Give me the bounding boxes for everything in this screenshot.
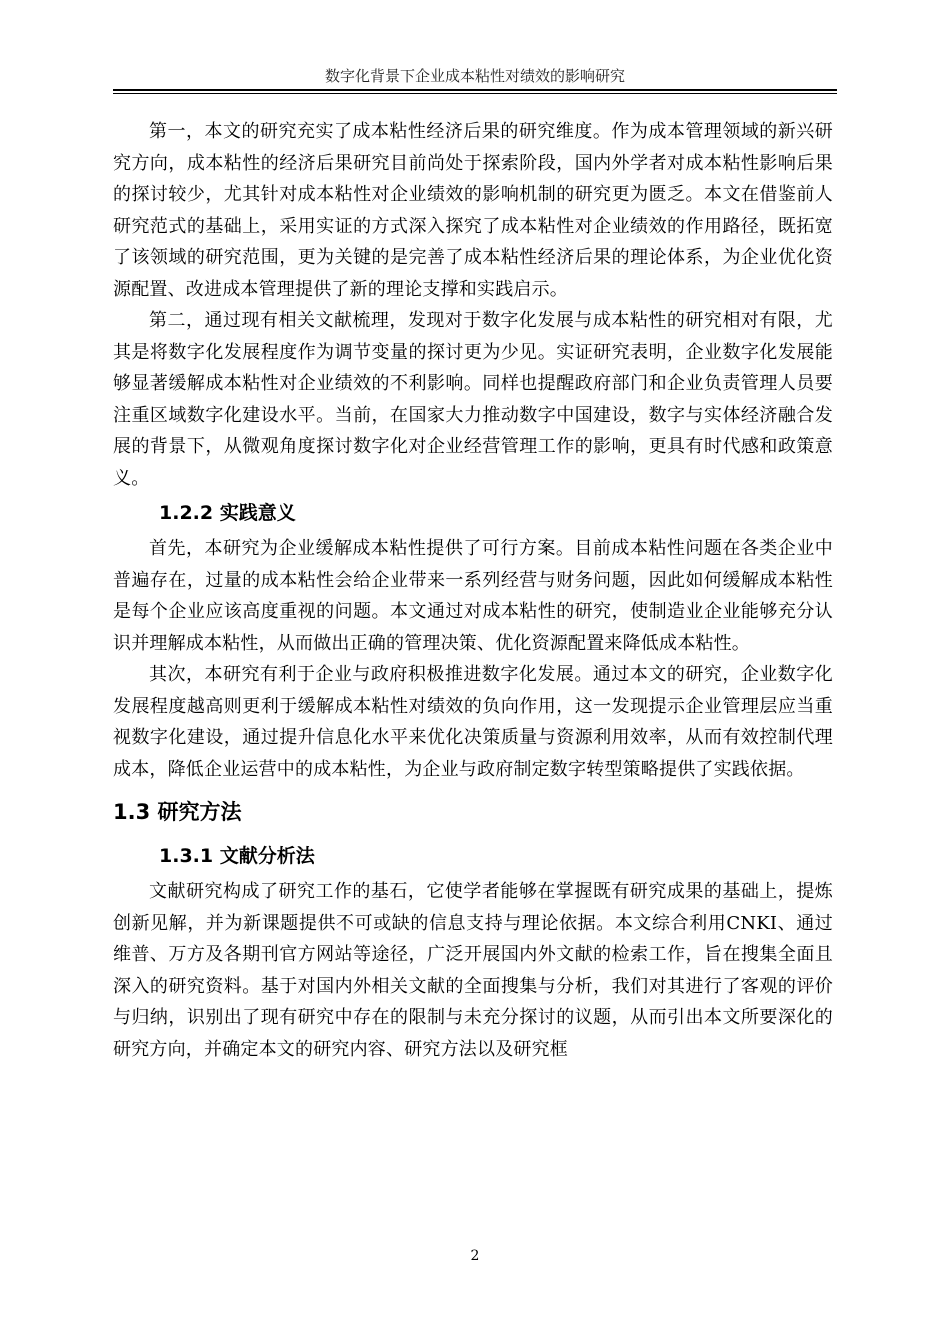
paragraph-literature-method: 文献研究构成了研究工作的基石，它使学者能够在掌握既有研究成果的基础上，提炼创新见解，并为新课题提供不可或缺的信息支持与理论依据。本文综合利用CNKI、通过维普、万方及各期刊官方网站等途径，广泛开展国内外文献的检索工作，旨在搜集全面且深入的研究资料。基于对国内外相关文献的全面搜集与分析，我们对其进行了客观的评价与归纳，识别出了现有研究中存在的限制与未充分探讨的议题，从而引出本文所要深化的研究方向，并确定本文的研究内容、研究方法以及研究框 [113,881,833,1060]
running-header: 数字化背景下企业成本粘性对绩效的影响研究 [324,67,625,85]
heading-1-3-1: 1.3.1 文献分析法 [159,845,315,867]
paragraph-theory-second: 第二，通过现有相关文献梳理，发现对于数字化发展与成本粘性的研究相对有限，尤其是将数字化发展程度作为调节变量的探讨更为少见。实证研究表明，企业数字化发展能够显著缓解成本粘性对企业绩效的不利影响。同样也提醒政府部门和企业负责管理人员要注重区域数字化建设水平。当前，在国家大力推动数字中国建设，数字与实体经济融合发展的背景下，从微观角度探讨数字化对企业经营管理工作的影响，更具有时代感和政策意义。 [113,310,833,489]
heading-1-3: 1.3 研究方法 [113,800,242,824]
header-rule-thick [113,89,837,91]
paragraph-theory-first: 第一，本文的研究充实了成本粘性经济后果的研究维度。作为成本管理领域的新兴研究方向，成本粘性的经济后果研究目前尚处于探索阶段，国内外学者对成本粘性影响后果的探讨较少，尤其针对成本粘性对企业绩效的影响机制的研究更为匮乏。本文在借鉴前人研究范式的基础上，采用实证的方式深入探究了成本粘性对企业绩效的作用路径，既拓宽了该领域的研究范围，更为关键的是完善了成本粘性经济后果的理论体系，为企业优化资源配置、改进成本管理提供了新的理论支撑和实践启示。 [113,121,833,300]
page-body [113,116,833,1065]
header-rule-thin [113,93,837,94]
paragraph-practice-first: 首先，本研究为企业缓解成本粘性提供了可行方案。目前成本粘性问题在各类企业中普遍存在，过量的成本粘性会给企业带来一系列经营与财务问题，因此如何缓解成本粘性是每个企业应该高度重视的问题。本文通过对成本粘性的研究，使制造业企业能够充分认识并理解成本粘性，从而做出正确的管理决策、优化资源配置来降低成本粘性。 [113,538,833,654]
heading-1-2-2: 1.2.2 实践意义 [159,502,296,524]
page-number: 2 [470,1248,480,1264]
paragraph-practice-second: 其次，本研究有利于企业与政府积极推进数字化发展。通过本文的研究，企业数字化发展程度越高则更利于缓解成本粘性对绩效的负向作用，这一发现提示企业管理层应当重视数字化建设，通过提升信息化水平来优化决策质量与资源利用效率，从而有效控制代理成本，降低企业运营中的成本粘性，为企业与政府制定数字转型策略提供了实践依据。 [113,664,833,780]
